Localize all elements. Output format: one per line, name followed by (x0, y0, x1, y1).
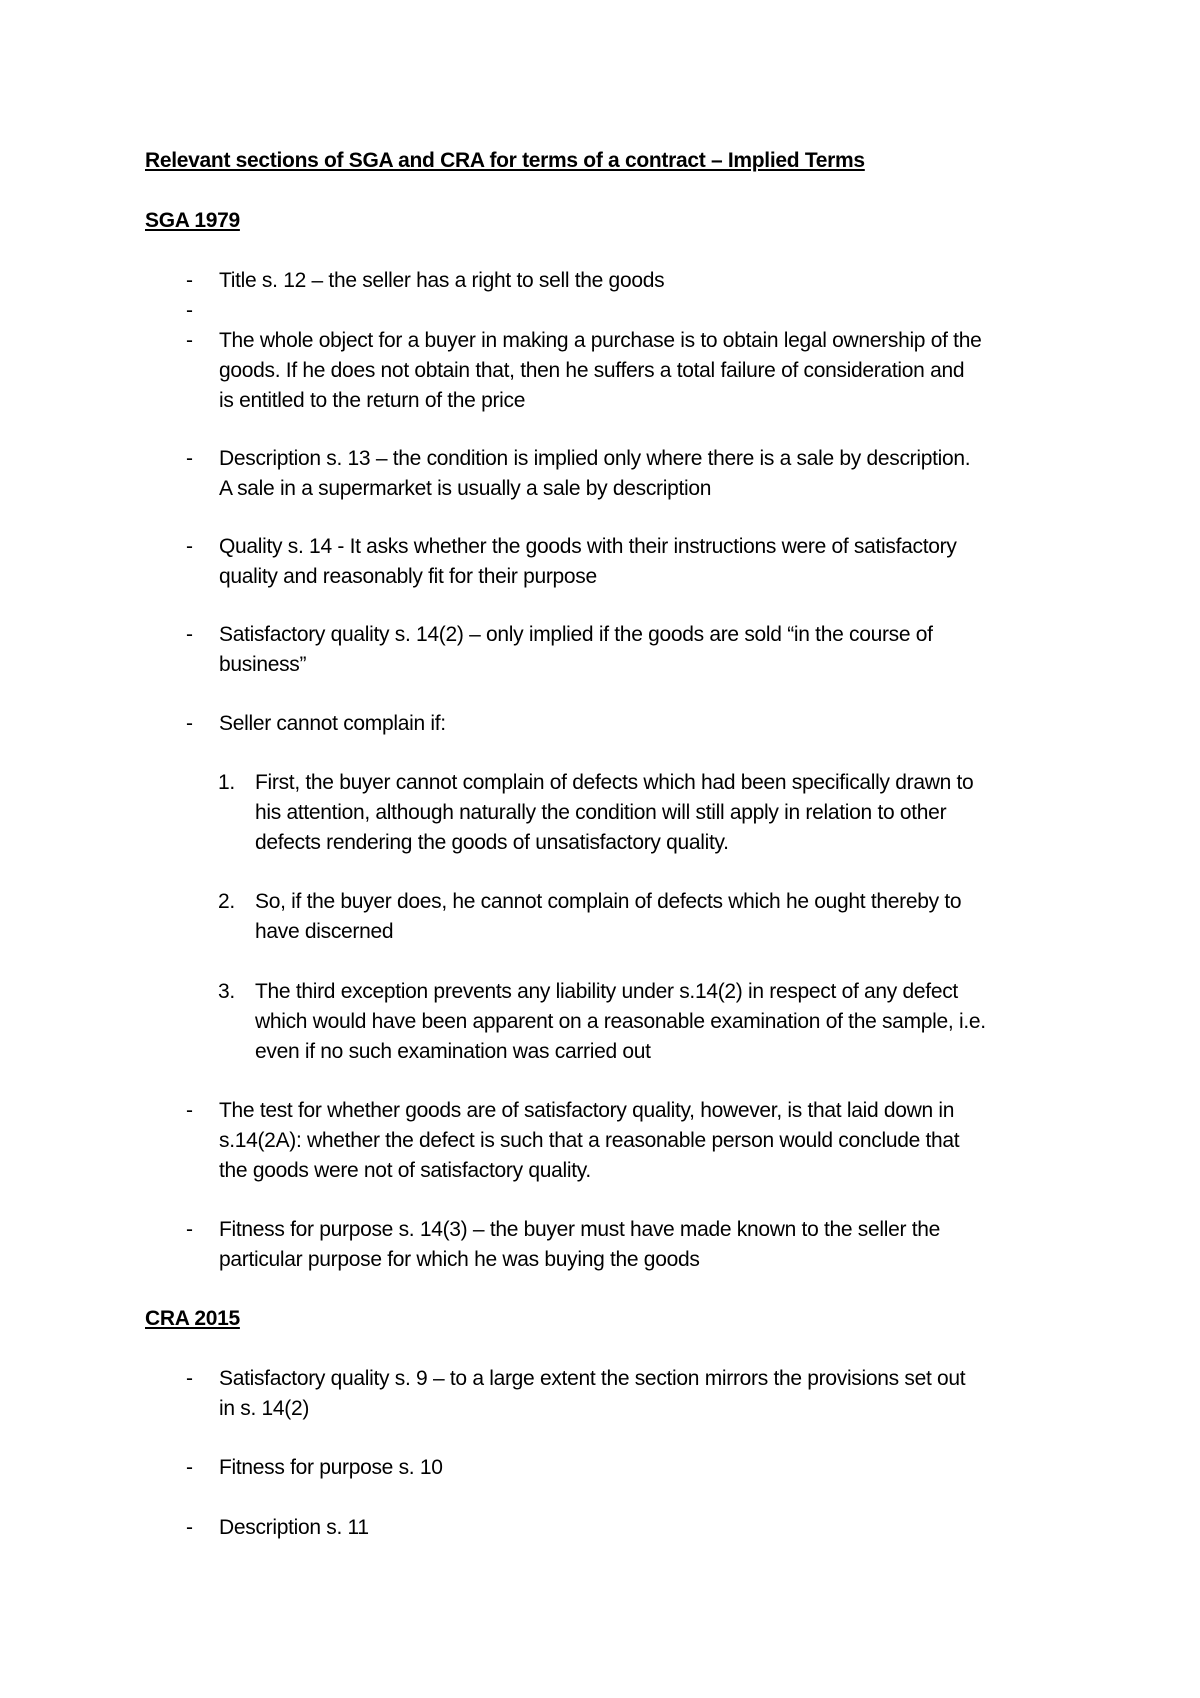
list-item-line: Quality s. 14 - It asks whether the goods with their instructions were of satisfactory (219, 535, 957, 558)
bullet-dash: - (186, 535, 193, 558)
item-number: 2. (218, 890, 235, 913)
bullet-dash: - (186, 329, 193, 352)
bullet-dash: - (186, 1516, 193, 1539)
list-item-line: is entitled to the return of the price (219, 389, 526, 412)
bullet-dash: - (186, 712, 193, 735)
cra-heading: CRA 2015 (145, 1307, 240, 1330)
list-item-line: in s. 14(2) (219, 1397, 310, 1420)
list-item-line: The third exception prevents any liability under s.14(2) in respect of any defect (255, 980, 958, 1003)
list-item-line: So, if the buyer does, he cannot complain of defects which he ought thereby to (255, 890, 962, 913)
bullet-dash: - (186, 299, 193, 322)
bullet-dash: - (186, 623, 193, 646)
bullet-dash: - (186, 1456, 193, 1479)
list-item-line: his attention, although naturally the condition will still apply in relation to other (255, 801, 947, 824)
list-item-line: quality and reasonably fit for their purpose (219, 565, 597, 588)
document-title: Relevant sections of SGA and CRA for terms of a contract – Implied Terms (145, 149, 865, 172)
list-item-line: goods. If he does not obtain that, then he suffers a total failure of consideration and (219, 359, 965, 382)
list-item-line: business” (219, 653, 307, 676)
item-number: 1. (218, 771, 235, 794)
list-item-line: Fitness for purpose s. 14(3) – the buyer must have made known to the seller the (219, 1218, 941, 1241)
list-item-line: Satisfactory quality s. 9 – to a large extent the section mirrors the provisions set out (219, 1367, 966, 1390)
bullet-dash: - (186, 447, 193, 470)
list-item-line: Fitness for purpose s. 10 (219, 1456, 443, 1479)
list-item-line: s.14(2A): whether the defect is such that a reasonable person would conclude that (219, 1129, 960, 1152)
list-item-line: the goods were not of satisfactory quality. (219, 1159, 591, 1182)
item-number: 3. (218, 980, 235, 1003)
list-item-line: The whole object for a buyer in making a purchase is to obtain legal ownership of the (219, 329, 982, 352)
list-item-line: Description s. 11 (219, 1516, 369, 1539)
list-item-line: First, the buyer cannot complain of defects which had been specifically drawn to (255, 771, 974, 794)
bullet-dash: - (186, 1099, 193, 1122)
sga-heading: SGA 1979 (145, 209, 240, 232)
list-item-line: Description s. 13 – the condition is implied only where there is a sale by description. (219, 447, 971, 470)
list-item-line: The test for whether goods are of satisfactory quality, however, is that laid down in (219, 1099, 955, 1122)
list-item-line: Satisfactory quality s. 14(2) – only implied if the goods are sold “in the course of (219, 623, 933, 646)
list-item-line: A sale in a supermarket is usually a sale by description (219, 477, 712, 500)
list-item-line: defects rendering the goods of unsatisfactory quality. (255, 831, 729, 854)
list-item-line: particular purpose for which he was buying the goods (219, 1248, 700, 1271)
bullet-dash: - (186, 1218, 193, 1241)
list-item-line: Seller cannot complain if: (219, 712, 446, 735)
list-item-line: even if no such examination was carried out (255, 1040, 651, 1063)
list-item-line: Title s. 12 – the seller has a right to sell the goods (219, 269, 665, 292)
bullet-dash: - (186, 1367, 193, 1390)
bullet-dash: - (186, 269, 193, 292)
list-item-line: have discerned (255, 920, 394, 943)
list-item-line: which would have been apparent on a reasonable examination of the sample, i.e. (255, 1010, 986, 1033)
